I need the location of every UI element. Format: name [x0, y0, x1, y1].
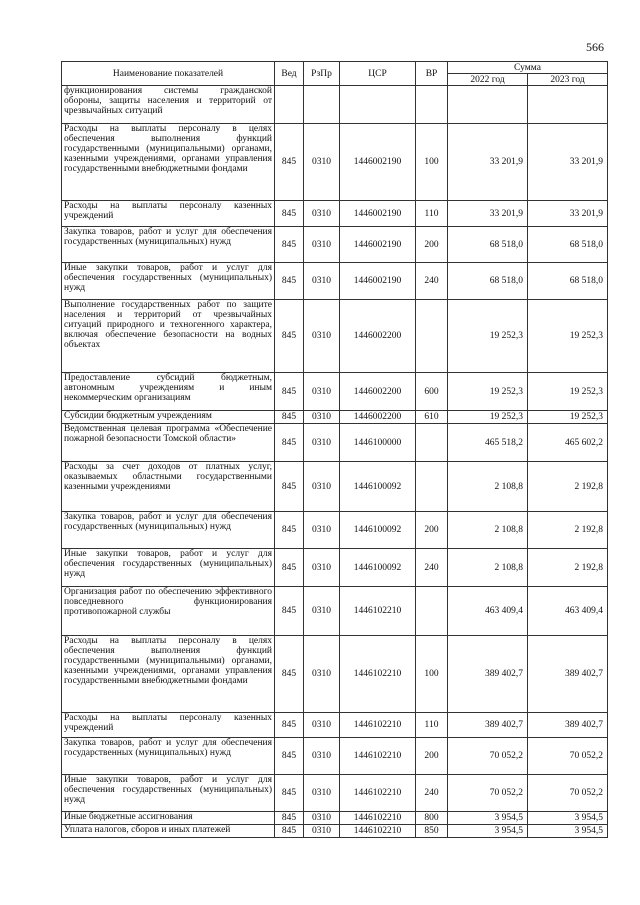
table-row [62, 373, 608, 411]
row-vr: 200 [416, 227, 448, 263]
row-sum-2023: 70 052,2 [528, 775, 608, 812]
table-row [62, 411, 608, 424]
row-rzpr: 0310 [304, 587, 340, 636]
row-rzpr: 0310 [304, 825, 340, 838]
row-csr: 1446002190 [340, 263, 416, 300]
row-rzpr: 0310 [304, 549, 340, 587]
header-rzpr: РзПр [304, 62, 340, 86]
row-rzpr: 0310 [304, 424, 340, 462]
row-vr: 610 [416, 411, 448, 424]
table-header [62, 62, 608, 86]
row-ved: 845 [275, 263, 304, 300]
table-row [62, 738, 608, 775]
row-sum-2023: 68 518,0 [528, 227, 608, 263]
row-vr: 100 [416, 636, 448, 713]
row-name: Расходы на выплаты персоналу казенных учреждений [62, 713, 275, 738]
row-sum-2022: 465 518,2 [448, 424, 528, 462]
table-row [62, 812, 608, 825]
row-rzpr: 0310 [304, 300, 340, 373]
row-sum-2023: 19 252,3 [528, 411, 608, 424]
budget-table [61, 61, 608, 838]
table-row [62, 462, 608, 512]
row-name: Расходы на выплаты персоналу в целях обеспечения выполнения функций государственными (муниципальными) органами, казенными учреждениями, органами управления государственными внебюджетными фондами [62, 636, 275, 713]
row-vr: 600 [416, 373, 448, 411]
row-ved: 845 [275, 812, 304, 825]
row-rzpr: 0310 [304, 263, 340, 300]
row-csr: 1446102210 [340, 775, 416, 812]
header-year-2023: 2023 год [528, 74, 608, 86]
row-name: Организация работ по обеспечению эффективного повседневного функционирования противопожарной службы [62, 587, 275, 636]
row-ved: 845 [275, 124, 304, 201]
row-sum-2022: 3 954,5 [448, 812, 528, 825]
table-row [62, 775, 608, 812]
row-csr: 1446002200 [340, 411, 416, 424]
row-sum-2023: 389 402,7 [528, 713, 608, 738]
header-name: Наименование показателей [62, 62, 275, 86]
row-csr [340, 86, 416, 124]
table-row [62, 587, 608, 636]
row-sum-2022: 68 518,0 [448, 263, 528, 300]
row-vr: 200 [416, 738, 448, 775]
row-ved: 845 [275, 512, 304, 549]
row-vr [416, 300, 448, 373]
header-vr: ВР [416, 62, 448, 86]
row-ved: 845 [275, 227, 304, 263]
row-sum-2022: 3 954,5 [448, 825, 528, 838]
row-name: Уплата налогов, сборов и иных платежей [62, 825, 275, 838]
table-row [62, 201, 608, 227]
table-row [62, 549, 608, 587]
row-sum-2022: 19 252,3 [448, 373, 528, 411]
row-name: Иные закупки товаров, работ и услуг для обеспечения государственных (муниципальных) нужд [62, 775, 275, 812]
row-rzpr: 0310 [304, 124, 340, 201]
row-rzpr: 0310 [304, 512, 340, 549]
row-csr: 1446100092 [340, 512, 416, 549]
row-csr: 1446100092 [340, 462, 416, 512]
row-vr: 800 [416, 812, 448, 825]
row-sum-2023: 33 201,9 [528, 124, 608, 201]
row-vr: 850 [416, 825, 448, 838]
row-sum-2022: 389 402,7 [448, 636, 528, 713]
row-ved: 845 [275, 825, 304, 838]
table-body [62, 86, 608, 838]
row-rzpr [304, 86, 340, 124]
row-sum-2022 [448, 86, 528, 124]
row-sum-2022: 2 108,8 [448, 549, 528, 587]
row-csr: 1446102210 [340, 738, 416, 775]
row-sum-2023: 3 954,5 [528, 825, 608, 838]
row-rzpr: 0310 [304, 227, 340, 263]
table-row [62, 124, 608, 201]
row-sum-2022: 70 052,2 [448, 738, 528, 775]
table-row [62, 713, 608, 738]
row-vr: 200 [416, 512, 448, 549]
row-name: Расходы на выплаты персоналу казенных учреждений [62, 201, 275, 227]
row-rzpr: 0310 [304, 738, 340, 775]
row-name: Расходы за счет доходов от платных услуг, оказываемых областными государственными казенными учреждениями [62, 462, 275, 512]
row-ved: 845 [275, 411, 304, 424]
row-name: функционирования системы гражданской обороны, защиты населения и территорий от чрезвычайных ситуаций [62, 86, 275, 124]
row-csr: 1446102210 [340, 636, 416, 713]
row-sum-2022: 2 108,8 [448, 512, 528, 549]
row-rzpr: 0310 [304, 462, 340, 512]
row-ved: 845 [275, 462, 304, 512]
row-name: Закупка товаров, работ и услуг для обеспечения государственных (муниципальных) нужд [62, 227, 275, 263]
row-csr: 1446002200 [340, 373, 416, 411]
row-vr: 240 [416, 775, 448, 812]
header-sum: Сумма [448, 62, 608, 74]
row-ved: 845 [275, 201, 304, 227]
row-name: Закупка товаров, работ и услуг для обеспечения государственных (муниципальных) нужд [62, 512, 275, 549]
page-number: 566 [586, 40, 604, 54]
row-name: Субсидии бюджетным учреждениям [62, 411, 275, 424]
row-rzpr: 0310 [304, 713, 340, 738]
row-sum-2023: 2 192,8 [528, 549, 608, 587]
row-csr: 1446102210 [340, 825, 416, 838]
row-name: Иные закупки товаров, работ и услуг для обеспечения государственных (муниципальных) нужд [62, 549, 275, 587]
row-vr [416, 86, 448, 124]
row-csr: 1446102210 [340, 587, 416, 636]
row-name: Ведомственная целевая программа «Обеспечение пожарной безопасности Томской области» [62, 424, 275, 462]
row-sum-2023 [528, 86, 608, 124]
row-rzpr: 0310 [304, 411, 340, 424]
row-sum-2023: 465 602,2 [528, 424, 608, 462]
row-csr: 1446102210 [340, 812, 416, 825]
row-sum-2022: 19 252,3 [448, 300, 528, 373]
row-vr: 100 [416, 124, 448, 201]
row-ved: 845 [275, 549, 304, 587]
row-name: Выполнение государственных работ по защите населения и территорий от чрезвычайных ситуаций природного и техногенного характера, включая обеспечение безопасности на водных объектах [62, 300, 275, 373]
row-ved: 845 [275, 373, 304, 411]
row-sum-2023: 3 954,5 [528, 812, 608, 825]
header-year-2022: 2022 год [448, 74, 528, 86]
row-ved: 845 [275, 587, 304, 636]
table-row [62, 825, 608, 838]
row-csr: 1446002190 [340, 124, 416, 201]
row-ved [275, 86, 304, 124]
row-vr: 110 [416, 713, 448, 738]
row-name: Расходы на выплаты персоналу в целях обеспечения выполнения функций государственными (муниципальными) органами, казенными учреждениями, органами управления государственными внебюджетными фондами [62, 124, 275, 201]
row-name: Иные закупки товаров, работ и услуг для обеспечения государственных (муниципальных) нужд [62, 263, 275, 300]
row-csr: 1446002190 [340, 227, 416, 263]
row-rzpr: 0310 [304, 775, 340, 812]
table-row [62, 512, 608, 549]
row-csr: 1446100092 [340, 549, 416, 587]
row-name: Предоставление субсидий бюджетным, автономным учреждениям и иным некоммерческим организациям [62, 373, 275, 411]
row-vr [416, 424, 448, 462]
row-sum-2023: 2 192,8 [528, 462, 608, 512]
row-vr [416, 587, 448, 636]
row-sum-2022: 33 201,9 [448, 201, 528, 227]
header-ved: Вед [275, 62, 304, 86]
row-sum-2023: 19 252,3 [528, 300, 608, 373]
row-vr [416, 462, 448, 512]
row-name: Закупка товаров, работ и услуг для обеспечения государственных (муниципальных) нужд [62, 738, 275, 775]
row-rzpr: 0310 [304, 373, 340, 411]
table-row [62, 227, 608, 263]
row-sum-2022: 33 201,9 [448, 124, 528, 201]
row-csr: 1446002190 [340, 201, 416, 227]
row-ved: 845 [275, 636, 304, 713]
row-sum-2023: 389 402,7 [528, 636, 608, 713]
row-sum-2023: 2 192,8 [528, 512, 608, 549]
table-row [62, 86, 608, 124]
row-sum-2023: 19 252,3 [528, 373, 608, 411]
header-csr: ЦСР [340, 62, 416, 86]
row-sum-2022: 70 052,2 [448, 775, 528, 812]
row-name: Иные бюджетные ассигнования [62, 812, 275, 825]
row-ved: 845 [275, 738, 304, 775]
row-vr: 240 [416, 263, 448, 300]
row-vr: 240 [416, 549, 448, 587]
row-csr: 1446100000 [340, 424, 416, 462]
row-rzpr: 0310 [304, 201, 340, 227]
row-sum-2022: 389 402,7 [448, 713, 528, 738]
row-ved: 845 [275, 424, 304, 462]
row-sum-2023: 33 201,9 [528, 201, 608, 227]
row-sum-2022: 2 108,8 [448, 462, 528, 512]
row-csr: 1446102210 [340, 713, 416, 738]
table-row [62, 636, 608, 713]
row-sum-2023: 68 518,0 [528, 263, 608, 300]
row-ved: 845 [275, 713, 304, 738]
row-ved: 845 [275, 775, 304, 812]
table-row [62, 263, 608, 300]
row-sum-2022: 68 518,0 [448, 227, 528, 263]
row-sum-2023: 463 409,4 [528, 587, 608, 636]
row-vr: 110 [416, 201, 448, 227]
table-row [62, 424, 608, 462]
row-sum-2023: 70 052,2 [528, 738, 608, 775]
row-rzpr: 0310 [304, 812, 340, 825]
table-row [62, 300, 608, 373]
row-rzpr: 0310 [304, 636, 340, 713]
row-sum-2022: 19 252,3 [448, 411, 528, 424]
row-csr: 1446002200 [340, 300, 416, 373]
row-sum-2022: 463 409,4 [448, 587, 528, 636]
row-ved: 845 [275, 300, 304, 373]
